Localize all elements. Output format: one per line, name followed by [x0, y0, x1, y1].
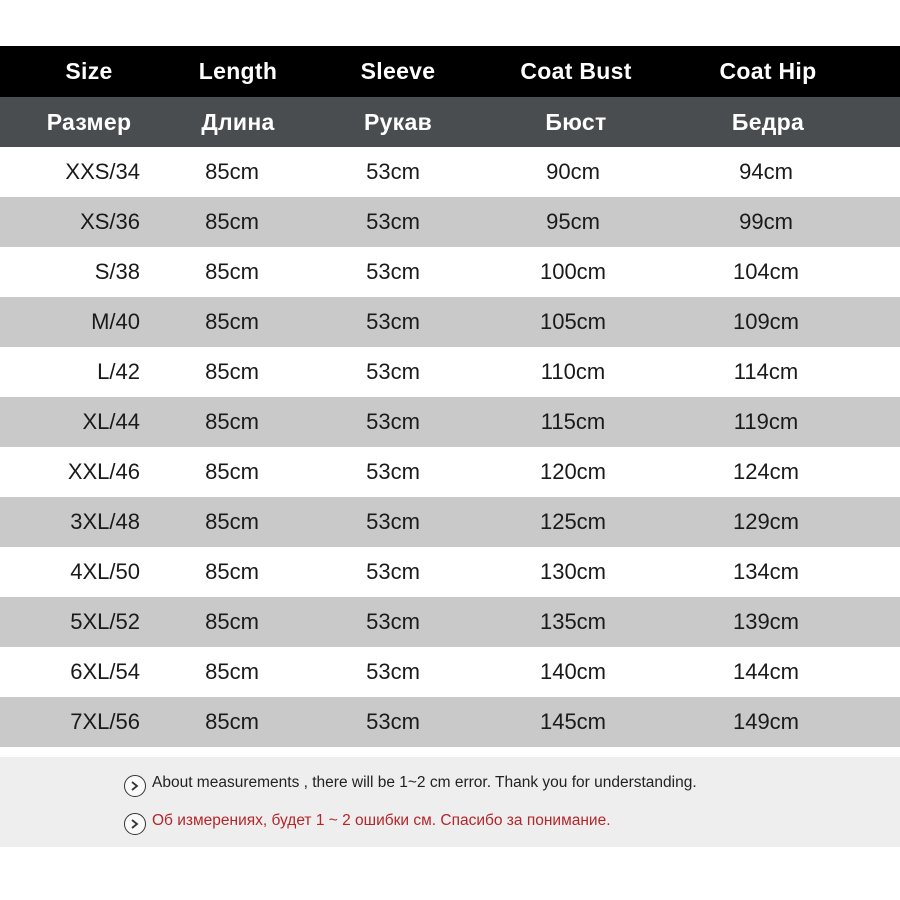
table-row	[0, 347, 900, 397]
bust-cell: 115cm	[540, 409, 606, 434]
size-cell: XXS/34	[65, 159, 140, 184]
length-cell: 85cm	[205, 509, 259, 534]
length-cell: 85cm	[205, 159, 259, 184]
length-cell: 85cm	[205, 409, 259, 434]
table-row	[0, 647, 900, 697]
size-cell: 3XL/48	[70, 509, 140, 534]
size-cell: 7XL/56	[70, 709, 140, 734]
sleeve-cell: 53cm	[366, 609, 420, 634]
size-cell: 6XL/54	[70, 659, 140, 684]
table-row	[0, 197, 900, 247]
table-row	[0, 497, 900, 547]
bust-cell: 140cm	[539, 659, 607, 684]
notes-panel	[0, 757, 900, 847]
hip-cell: 144cm	[732, 659, 800, 684]
table-row	[0, 597, 900, 647]
header-hip-ru: Бедра	[731, 108, 805, 135]
size-cell: XS/36	[80, 209, 140, 234]
hip-cell: 124cm	[732, 459, 800, 484]
bust-cell: 90cm	[546, 159, 600, 184]
chevron-right-circle-icon	[124, 775, 146, 797]
table-row	[0, 447, 900, 497]
size-cell: M/40	[91, 309, 140, 334]
length-cell: 85cm	[205, 609, 259, 634]
length-cell: 85cm	[205, 259, 259, 284]
header-sleeve: Sleeve	[360, 58, 436, 84]
note-russian-text: Об измерениях, будет 1 ~ 2 ошибки см. Спасибо за понимание.	[152, 812, 611, 829]
hip-cell: 134cm	[732, 559, 800, 584]
table-row	[0, 297, 900, 347]
header-row-russian	[0, 97, 900, 147]
hip-cell: 109cm	[732, 309, 800, 334]
header-sleeve-ru: Рукав	[363, 108, 433, 135]
table-body	[0, 147, 900, 747]
hip-cell: 139cm	[732, 609, 800, 634]
size-cell: 5XL/52	[70, 609, 140, 634]
sleeve-cell: 53cm	[366, 309, 420, 334]
note-english	[124, 769, 697, 797]
header-size: Size	[65, 58, 113, 84]
sleeve-cell: 53cm	[366, 159, 420, 184]
header-coat-hip: Coat Hip	[719, 58, 817, 84]
table-row	[0, 397, 900, 447]
hip-cell: 129cm	[732, 509, 800, 534]
sleeve-cell: 53cm	[366, 709, 420, 734]
header-length: Length	[198, 58, 278, 84]
table-row	[0, 247, 900, 297]
sleeve-cell: 53cm	[366, 359, 420, 384]
bust-cell: 125cm	[539, 509, 607, 534]
table-row	[0, 147, 900, 197]
hip-cell: 104cm	[732, 259, 800, 284]
header-coat-bust: Coat Bust	[520, 58, 632, 84]
length-cell: 85cm	[205, 209, 259, 234]
bust-cell: 130cm	[539, 559, 607, 584]
hip-cell: 94cm	[739, 159, 793, 184]
sleeve-cell: 53cm	[366, 659, 420, 684]
size-cell: XXL/46	[67, 459, 140, 484]
size-chart-table	[0, 46, 900, 747]
bust-cell: 105cm	[539, 309, 607, 334]
header-size-ru: Размер	[46, 108, 132, 135]
length-cell: 85cm	[205, 709, 259, 734]
sleeve-cell: 53cm	[366, 209, 420, 234]
length-cell: 85cm	[205, 559, 259, 584]
hip-cell: 149cm	[732, 709, 800, 734]
sleeve-cell: 53cm	[366, 459, 420, 484]
bust-cell: 145cm	[539, 709, 607, 734]
sleeve-cell: 53cm	[366, 559, 420, 584]
header-row-english	[0, 46, 900, 97]
hip-cell: 114cm	[733, 359, 799, 384]
chevron-right-circle-icon	[124, 813, 146, 835]
sleeve-cell: 53cm	[366, 509, 420, 534]
table-row	[0, 547, 900, 597]
bust-cell: 100cm	[539, 259, 607, 284]
note-russian	[124, 807, 611, 835]
size-cell: 4XL/50	[70, 559, 140, 584]
size-cell: L/42	[97, 359, 140, 384]
bust-cell: 95cm	[546, 209, 600, 234]
hip-cell: 99cm	[739, 209, 793, 234]
table-row	[0, 697, 900, 747]
bust-cell: 120cm	[539, 459, 607, 484]
size-cell: XL/44	[82, 409, 140, 434]
length-cell: 85cm	[205, 359, 259, 384]
header-length-ru: Длина	[201, 108, 275, 135]
size-cell: S/38	[94, 259, 140, 284]
sleeve-cell: 53cm	[366, 259, 420, 284]
sleeve-cell: 53cm	[366, 409, 420, 434]
length-cell: 85cm	[205, 659, 259, 684]
bust-cell: 110cm	[540, 359, 606, 384]
length-cell: 85cm	[205, 309, 259, 334]
length-cell: 85cm	[205, 459, 259, 484]
header-bust-ru: Бюст	[545, 108, 607, 135]
note-english-text: About measurements , there will be 1~2 cm error. Thank you for understanding.	[152, 774, 697, 791]
hip-cell: 119cm	[733, 409, 799, 434]
bust-cell: 135cm	[539, 609, 607, 634]
